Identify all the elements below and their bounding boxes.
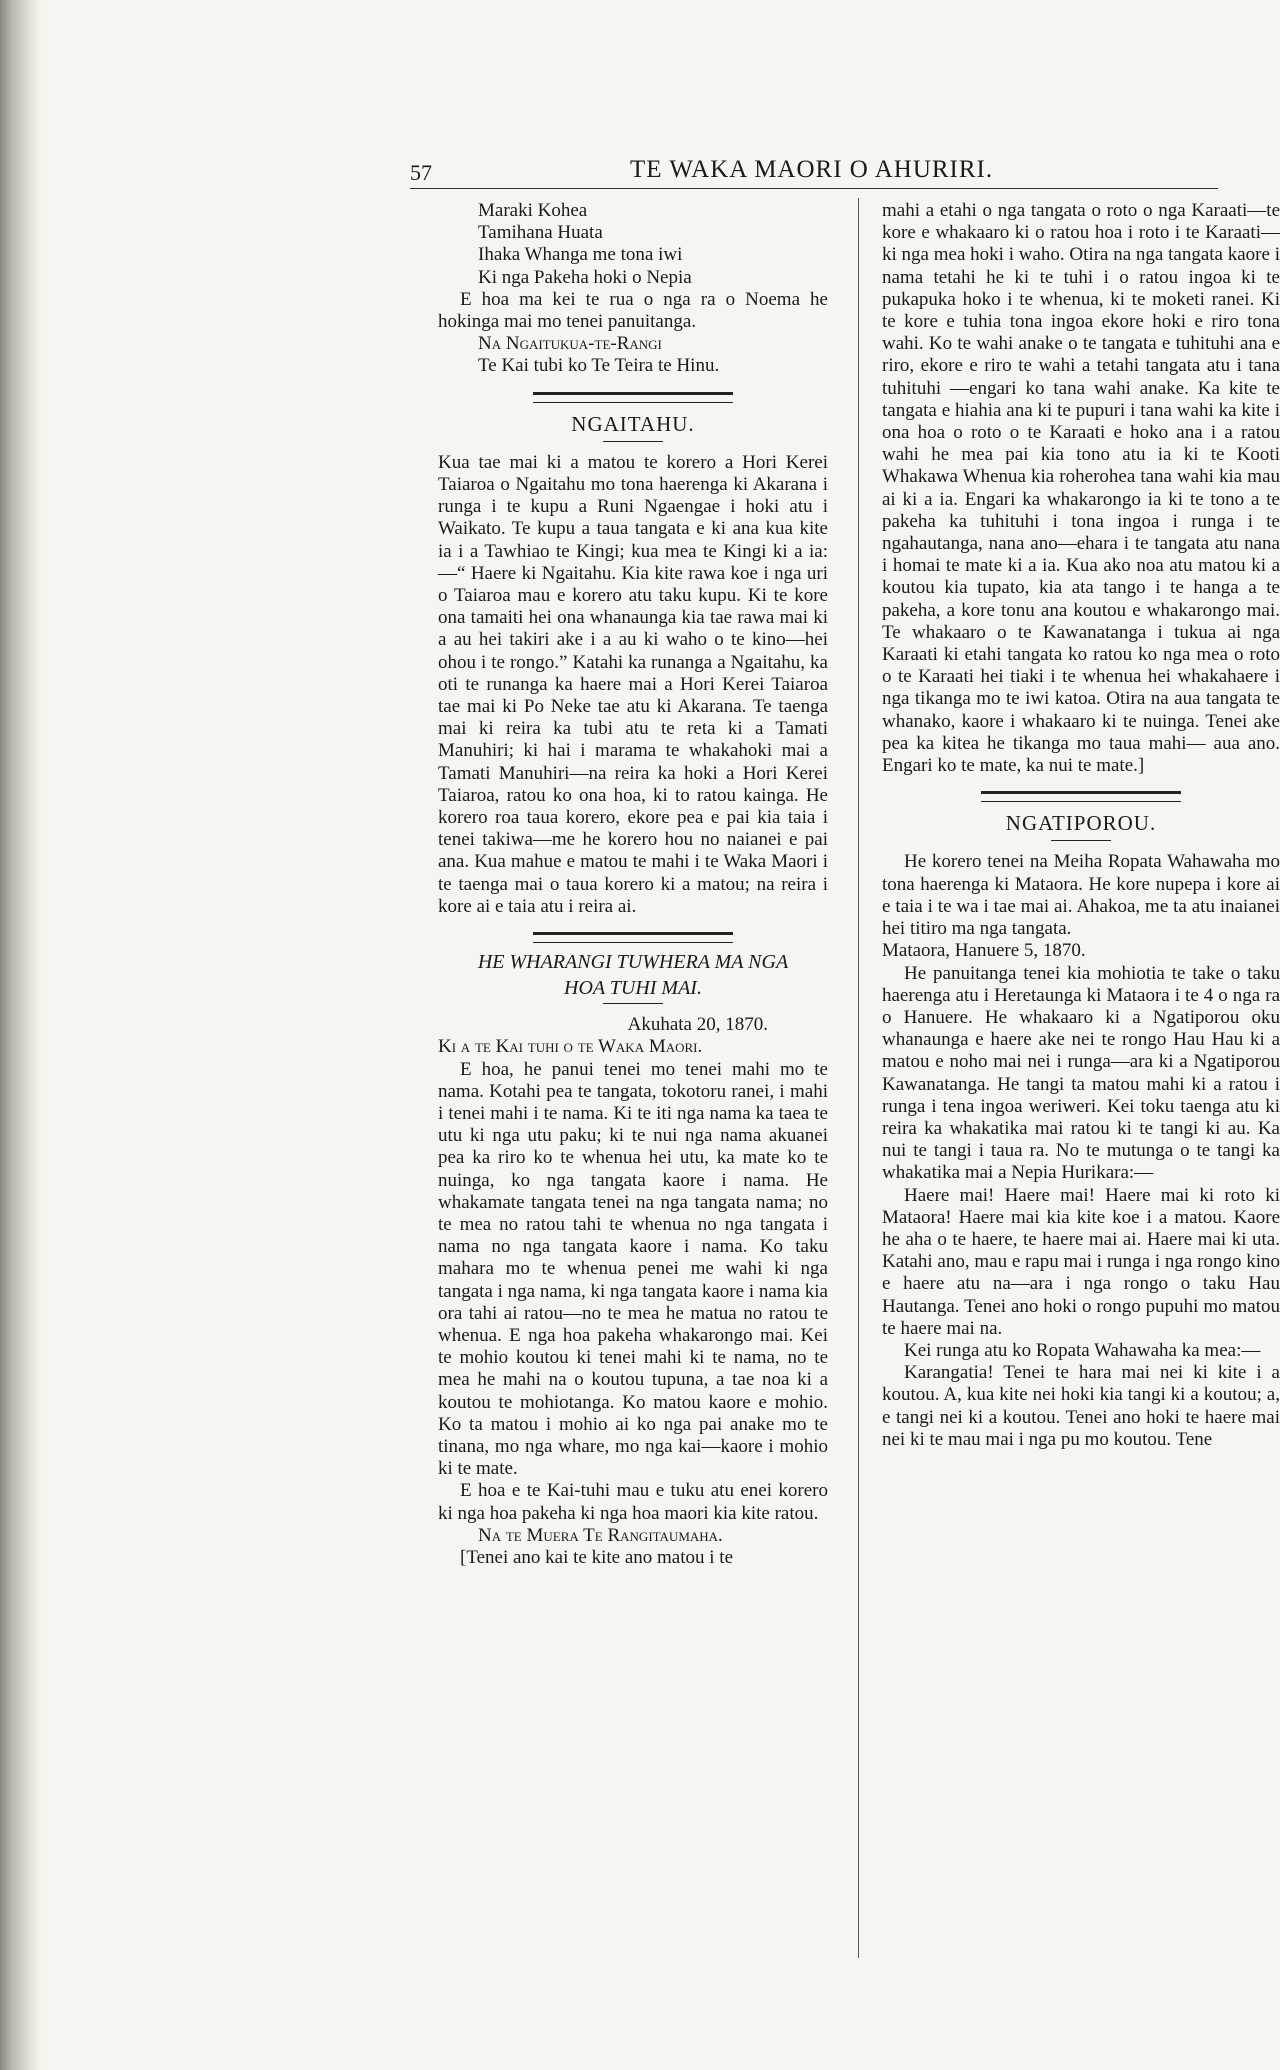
ngatiporou-speech: Haere mai! Haere mai! Haere mai ki roto ki Mataora! Haere mai kia kite koe i a matou. Kaore he aha o te haere, te haere mai ai. Haere mai ki uta. Katahi ano, mau e rapu mai i runga i nga rongo kino e haere atu na—ara i nga rongo o taku Hau Hautanga. Tenei ano hoki o rongo pupuhi mo matou te haere mai na. (882, 1184, 1280, 1339)
column-divider (858, 198, 859, 1958)
signature-line: Na Ngaitukua-te-Rangi (478, 333, 662, 355)
dateline: Akuhata 20, 1870. (627, 1014, 768, 1036)
editor-note-continuation: mahi a etahi o nga tangata o roto o nga Karaati—te kore e whakaaro ki o ratou hoa i roto i te Karaati—ki nga mea hoki i waho. Otira na nga tangata kaore i nama tetahi he ki te tuhi i o ratou ingoa ki te pukapuka hoko i te whenua, ki te moketi ranei. Ki te kore e tuhia tona ingoa ekore hoki e riro tona wahi. Ko te wahi anake o te tangata e tuhituhi ana e riro, ekore e riro te wahi a tetahi tangata atu i tana tuhituhi —engari ko tana wahi anake. Ka kite te tangata e hiahia ana ki te pupuri i tana wahi ka kite i ona hoa o roto o te Karaati e hoko ana i a ratou wahi he mea pai kia tono atu ia ki te Kooti Whakawa Whenua kia roherohea tana wahi kia mau ai ki a ia. Engari ka whakarongo ia ki te tono a te pakeha ka tuhituhi i tona ingoa i runga i te ngahautanga, nana ano—ehara i te tangata atu nana i homai te mate ki a ia. Kua ako noa atu matou ki a koutou kia tupato, kia ata tango i te hanga a te pakeha, a kore tonu ana koutou e whakarongo mai. Te whakaaro o te Kawanatanga i tukua ai nga Karaati ki etahi tangata ko ratou ko nga mea o roto o te Karaati hei tiaki i te whenua hei whakahaere i nga tikanga mo te iwi katoa. Otira na aua tangata te whanako, kaore i whakaaro ki te nuinga. Tenei ake pea ka kitea he tikanga mo taua mahi— aua ano. Engari ko te mate, ka nui te mate.] (882, 200, 1280, 777)
heading-underline (603, 1003, 663, 1004)
name-line: Tamihana Huata (478, 222, 603, 244)
name-line: Maraki Kohea (478, 200, 588, 221)
header-rule (410, 188, 1218, 189)
section-heading-ngaitahu: NGAITAHU. (571, 411, 695, 436)
heading-underline (603, 441, 663, 442)
section-heading-wharangi: HE WHARANGI TUWHERA MA NGA (477, 951, 789, 974)
section-rule (533, 392, 733, 403)
ngaitahu-body: Kua tae mai ki a matou te korero a Hori Kerei Taiaroa o Ngaitahu mo tona haerenga ki Akarana i runga i te kupu a Runi Ngaengae i hoki atu i Waikato. Te kupu a taua tangata e ki ana kua kite ia i a Tawhiao te Kingi; kua mea te Kingi ki a ia: —“ Haere ki Ngaitahu. Kia kite rawa koe i nga uri o Taiaroa mau e korero atu taku kupu. Ki te kore ona tamaiti hei ona whanaunga kia tae rawa mai ki a au hei takiri ake i a au ki waho o te kino—hei ohou i te rongo.” Katahi ka runanga a Ngaitahu, ka oti te runanga ka haere mai a Hori Kerei Taiaroa tae mai ki Po Neke tae atu ki Akarana. Te taenga mai ki reira ka tubi atu te reta ki a Tamati Manuhiri; ki hai i marama te whakahoki mai a Tamati Manuhiri—na reira ka hoki a Hori Kerei Taiaroa, ratou ko ona hoa, ki to ratou kainga. He korero roa taua korero, ekore pea e pai kia taia i tenei takiwa—me he korero hou no naianei e pai ana. Kua mahue e matou te mahi i te Waka Maori i te taenga mai o taua korero ki a matou; na reira i kore ai e taia atu i reira ai. (438, 451, 828, 917)
editor-note-start: [Tenei ano kai te kite ano matou i te (460, 1546, 734, 1568)
salutation: Ki a te Kai tuhi o te Waka Maori. (438, 1036, 703, 1058)
section-heading-ngatiporou: NGATIPOROU. (1005, 811, 1157, 836)
name-line: Ki nga Pakeha hoki o Nepia (478, 266, 692, 288)
section-heading-wharangi-line2: HOA TUHI MAI. (564, 977, 702, 1000)
binding-gutter (0, 0, 42, 2070)
signature-line: Na te Muera Te Rangitaumaha. (478, 1524, 723, 1546)
wharangi-body: E hoa, he panui tenei mo tenei mahi mo te nama. Kotahi pea te tangata, tokotoru ranei, i mahi i tenei mahi i te nama. Ki te iti nga nama ka taea te utu ki nga utu paku; ki te nui nga nama akuanei pea ka riro ko te whenua hei utu, ka mate ko te nuinga, ko nga tangata kaore i nama. He whakamate tangata tenei na nga tangata nama; no te mea no ratou tahi te whenua no nga tangata i nama no nga tangata kaore i nama. Ko taku mahara mo te whenua penei me wahi ki nga tangata i nga nama, ki nga tangata kaore i nama kia ora tahi ai ratou—no te mea he matua no ratou te whenua. E nga hoa pakeha whakarongo mai. Kei te mohio koutou ki tenei mahi ki te nama, no te mea he mahi na o koutou tupuna, a tae noa ki a koutou te mohiotanga. Ko matou kaore e mohio. Ko ta matou i mohio ai ko nga pai anake mo te tinana, mo nga whare, mo nga kai—kaore i mohio ki te mate. (438, 1058, 828, 1480)
right-column (882, 200, 1280, 2040)
left-column (438, 200, 828, 1569)
section-rule (981, 791, 1181, 802)
ngatiporou-speech-2: Karangatia! Tenei te hara mai nei ki kite i a koutou. A, kua kite nei hoki kia tangi ki a koutou; a, e tangi nei ki a koutou. Tenei ano hoki te haere mai nei ki te mau mai i nga pu mo koutou. Tene (882, 1362, 1280, 1450)
wharangi-body-2: E hoa e te Kai-tuhi mau e tuku atu enei korero ki nga hoa pakeha ki nga hoa maori kia kite ratou. (438, 1480, 828, 1524)
signature-line: Te Kai tubi ko Te Teira te Hinu. (478, 355, 720, 377)
name-line: Ihaka Whanga me tona iwi (478, 244, 683, 266)
dateline: Mataora, Hanuere 5, 1870. (882, 940, 1086, 962)
ngatiporou-speaker: Kei runga atu ko Ropata Wahawaha ka mea:— (904, 1339, 1261, 1361)
ngatiporou-letter: He panuitanga tenei kia mohiotia te take o taku haerenga atu i Heretaunga ki Mataora i te 4 o nga ra o Hanuere. He whakaaro ki a Ngatiporou oku whanaunga e haere ake nei te rongo Hau Hau ki a matou e noho mai nei i runga—ara ki a Ngatiporou Kawanatanga. He tangi ta matou mahi ki a ratou i runga i tena ingoa weriweri. Kei toku taenga atu ki reira ka whakatika mai ratou ki te tangi ki au. Ka nui te tangi i taua ra. No te mutunga o te tangi ka whakatika mai a Nepia Hurikara:— (882, 962, 1280, 1184)
closing-paragraph: E hoa ma kei te rua o nga ra o Noema he hokinga mai mo tenei panuitanga. (438, 288, 828, 333)
page-number: 57 (410, 160, 432, 185)
ngatiporou-intro: He korero tenei na Meiha Ropata Wahawaha mo tona haerenga ki Mataora. He kore nupepa i kore ai e taia i te wa i tae mai ai. Ahakoa, me ta atu inaianei hei titiro ma nga tangata. (882, 851, 1280, 940)
page-header (410, 152, 1230, 186)
section-rule (533, 932, 733, 943)
heading-underline (1051, 840, 1111, 841)
running-title: TE WAKA MAORI O AHURIRI. (630, 156, 994, 183)
